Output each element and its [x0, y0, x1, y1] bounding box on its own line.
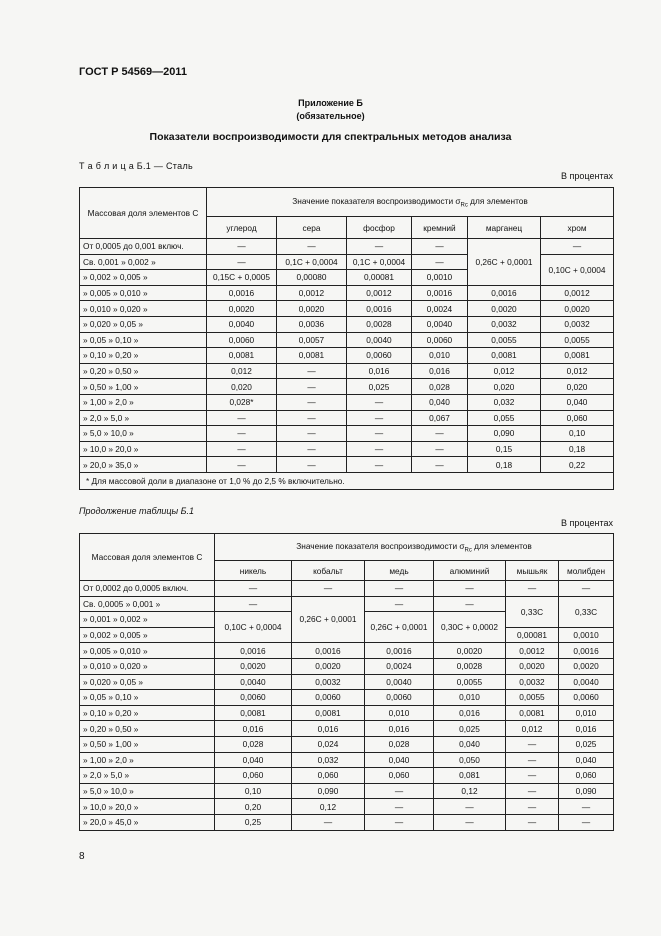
table-cell: 0,055: [468, 410, 541, 426]
table-row: [80, 690, 614, 706]
table-cell: —: [506, 581, 559, 597]
table-cell: —: [347, 410, 412, 426]
table-cell: 0,028: [365, 736, 434, 752]
table-cell: 0,012: [541, 363, 614, 379]
table-cell: 0,040: [434, 736, 506, 752]
table-row: [80, 472, 614, 489]
table-cell: 0,067: [412, 410, 468, 426]
table-cell: 0,0012: [347, 285, 412, 301]
table-cell: 0,025: [559, 736, 614, 752]
table-cell: 0,060: [559, 768, 614, 784]
range-label: » 2,0 » 5,0 »: [80, 768, 215, 784]
table-row: [80, 721, 614, 737]
table-cell: —: [365, 596, 434, 612]
table2-caption: Продолжение таблицы Б.1: [79, 506, 195, 516]
table-cell: 0,0020: [559, 658, 614, 674]
annex-title: Приложение Б: [298, 98, 363, 108]
table-row: [80, 596, 614, 612]
table-row: [80, 581, 614, 597]
table-cell: 0,040: [559, 752, 614, 768]
table-row: [80, 674, 614, 690]
table-cell: 0,090: [559, 783, 614, 799]
table-cell: —: [215, 596, 292, 612]
table-cell: —: [434, 596, 506, 612]
table-cell: 0,020: [541, 379, 614, 395]
table-cell: —: [365, 783, 434, 799]
table-row: [80, 643, 614, 659]
table-cell: 0,0016: [365, 643, 434, 659]
table-row: [80, 363, 614, 379]
table-cell: 0,010: [365, 705, 434, 721]
range-label: » 20,0 » 45,0 »: [80, 814, 215, 830]
table-cell: 0,016: [412, 363, 468, 379]
table-cell: 0,025: [347, 379, 412, 395]
table-row: [80, 457, 614, 473]
range-label: » 0,50 » 1,00 »: [80, 379, 207, 395]
table-cell: —: [207, 254, 277, 270]
table-cell: 0,0040: [365, 674, 434, 690]
range-label: » 0,001 » 0,002 »: [80, 612, 215, 628]
table-cell: —: [347, 239, 412, 255]
table-cell: 0,020: [207, 379, 277, 395]
merged-cell: 0,33C: [506, 596, 559, 627]
table-cell: —: [506, 768, 559, 784]
range-label: От 0,0005 до 0,001 включ.: [80, 239, 207, 255]
table-cell: —: [412, 254, 468, 270]
table-row: [80, 285, 614, 301]
table-cell: 0,032: [468, 394, 541, 410]
table-footnote: * Для массовой доли в диапазоне от 1,0 % до 2,5 % включительно.: [80, 472, 614, 489]
table-cell: 0,020: [468, 379, 541, 395]
table-cell: 0,040: [365, 752, 434, 768]
range-label: » 0,010 » 0,020 »: [80, 301, 207, 317]
merged-cell: 0,10C + 0,0004: [215, 612, 292, 643]
element-header: кремний: [412, 217, 468, 239]
table-row: [80, 239, 614, 255]
table-cell: 0,012: [506, 721, 559, 737]
table-cell: 0,010: [412, 348, 468, 364]
table-cell: 0,0036: [277, 316, 347, 332]
column-group-header: Значение показателя воспроизводимости $\sigma_{Rc}$ для элементов: [215, 534, 614, 561]
table-row: [80, 814, 614, 830]
table-cell: 0,0055: [506, 690, 559, 706]
table-cell: 0,025: [434, 721, 506, 737]
table-cell: 0,0012: [506, 643, 559, 659]
element-header: углерод: [207, 217, 277, 239]
column-header: Массовая доля элементов С: [80, 534, 215, 581]
table-cell: 0,00081: [506, 627, 559, 643]
table-cell: 0,0040: [215, 674, 292, 690]
element-header: медь: [365, 561, 434, 581]
range-label: » 0,005 » 0,010 »: [80, 643, 215, 659]
page-number: 8: [79, 851, 85, 862]
table-cell: 0,010: [434, 690, 506, 706]
table-cell: —: [207, 410, 277, 426]
table-cell: 0,0060: [365, 690, 434, 706]
table-cell: 0,00081: [347, 270, 412, 286]
table-cell: 0,0081: [541, 348, 614, 364]
table-cell: —: [559, 581, 614, 597]
range-label: » 2,0 » 5,0 »: [80, 410, 207, 426]
table-row: [80, 332, 614, 348]
table-cell: 0,016: [215, 721, 292, 737]
element-header: фосфор: [347, 217, 412, 239]
table-cell: 0,0060: [347, 348, 412, 364]
element-header: хром: [541, 217, 614, 239]
table-cell: 0,18: [541, 441, 614, 457]
table-cell: 0,016: [292, 721, 365, 737]
table-cell: 0,1C + 0,0004: [347, 254, 412, 270]
table-cell: 0,00080: [277, 270, 347, 286]
table-cell: —: [277, 426, 347, 442]
merged-cell: 0,10C + 0,0004: [541, 254, 614, 285]
element-header: алюминий: [434, 561, 506, 581]
element-header: сера: [277, 217, 347, 239]
table-cell: 0,0055: [468, 332, 541, 348]
table-cell: —: [277, 363, 347, 379]
table-cell: —: [434, 581, 506, 597]
table-cell: 0,0060: [412, 332, 468, 348]
column-header: Массовая доля элементов С: [80, 188, 207, 239]
table-cell: 0,0060: [207, 332, 277, 348]
range-label: » 5,0 » 10,0 »: [80, 426, 207, 442]
merged-cell: 0,26C + 0,0001: [468, 239, 541, 286]
element-header: молибден: [559, 561, 614, 581]
table-cell: —: [412, 239, 468, 255]
table-cell: 0,0081: [506, 705, 559, 721]
table-cell: 0,012: [207, 363, 277, 379]
table-cell: —: [412, 457, 468, 473]
table-cell: 0,050: [434, 752, 506, 768]
table-cell: 0,0032: [468, 316, 541, 332]
table-cell: —: [412, 426, 468, 442]
table-cell: 0,0032: [506, 674, 559, 690]
table-cell: —: [347, 394, 412, 410]
table-cell: —: [277, 239, 347, 255]
table-cell: 0,016: [347, 363, 412, 379]
table-cell: 0,0032: [292, 674, 365, 690]
range-label: » 20,0 » 35,0 »: [80, 457, 207, 473]
table-cell: —: [347, 426, 412, 442]
element-header: мышьяк: [506, 561, 559, 581]
table-continued: [79, 533, 614, 831]
range-label: Св. 0,0005 » 0,001 »: [80, 596, 215, 612]
table-cell: 0,0020: [207, 301, 277, 317]
table-cell: 0,0020: [468, 301, 541, 317]
table-cell: 0,0016: [215, 643, 292, 659]
table-cell: 0,0024: [412, 301, 468, 317]
table-cell: 0,060: [541, 410, 614, 426]
table-cell: —: [215, 581, 292, 597]
range-label: » 10,0 » 20,0 »: [80, 441, 207, 457]
table-cell: 0,0057: [277, 332, 347, 348]
table-row: [80, 783, 614, 799]
table-row: [80, 301, 614, 317]
table-cell: 0,0040: [347, 332, 412, 348]
table-cell: —: [365, 799, 434, 815]
table-cell: 0,0060: [559, 690, 614, 706]
table-cell: 0,0016: [559, 643, 614, 659]
range-label: » 0,20 » 0,50 »: [80, 363, 207, 379]
table-cell: —: [365, 581, 434, 597]
table-row: [80, 799, 614, 815]
table-cell: 0,0040: [412, 316, 468, 332]
table-cell: 0,0010: [559, 627, 614, 643]
table-cell: 0,0081: [215, 705, 292, 721]
table-cell: —: [277, 441, 347, 457]
table-row: [80, 410, 614, 426]
table-cell: 0,15C + 0,0005: [207, 270, 277, 286]
element-header: кобальт: [292, 561, 365, 581]
document-code: ГОСТ Р 54569—2011: [79, 66, 187, 78]
range-label: » 0,20 » 0,50 »: [80, 721, 215, 737]
range-label: » 0,05 » 0,10 »: [80, 332, 207, 348]
table-cell: 0,0028: [347, 316, 412, 332]
table-cell: 0,0024: [365, 658, 434, 674]
table-cell: 0,0055: [541, 332, 614, 348]
range-label: » 0,002 » 0,005 »: [80, 270, 207, 286]
table-cell: 0,060: [365, 768, 434, 784]
range-label: » 0,020 » 0,05 »: [80, 316, 207, 332]
table-cell: —: [506, 752, 559, 768]
table-cell: 0,0016: [292, 643, 365, 659]
table-row: [80, 348, 614, 364]
table-cell: 0,0010: [412, 270, 468, 286]
table-cell: 0,032: [292, 752, 365, 768]
range-label: » 5,0 » 10,0 »: [80, 783, 215, 799]
table-cell: —: [292, 581, 365, 597]
table-cell: 0,024: [292, 736, 365, 752]
range-label: » 0,10 » 0,20 »: [80, 348, 207, 364]
table-cell: 0,040: [541, 394, 614, 410]
range-label: » 0,05 » 0,10 »: [80, 690, 215, 706]
table-cell: 0,0081: [207, 348, 277, 364]
table-cell: 0,0081: [468, 348, 541, 364]
table-row: [80, 379, 614, 395]
table-cell: 0,1C + 0,0004: [277, 254, 347, 270]
table-cell: 0,060: [292, 768, 365, 784]
table-cell: —: [292, 814, 365, 830]
table-cell: 0,0020: [434, 643, 506, 659]
table-cell: 0,22: [541, 457, 614, 473]
table-cell: 0,0020: [292, 658, 365, 674]
annex-status: (обязательное): [296, 111, 365, 121]
table-cell: —: [559, 814, 614, 830]
table-cell: 0,0020: [215, 658, 292, 674]
table-cell: 0,20: [215, 799, 292, 815]
table-cell: 0,0016: [347, 301, 412, 317]
table-row: [80, 658, 614, 674]
page-title: Показатели воспроизводимости для спектральных методов анализа: [149, 131, 512, 143]
table-cell: —: [347, 441, 412, 457]
table-cell: 0,0020: [541, 301, 614, 317]
table-cell: 0,0016: [468, 285, 541, 301]
range-label: » 0,50 » 1,00 »: [80, 736, 215, 752]
table-cell: 0,15: [468, 441, 541, 457]
table-cell: 0,010: [559, 705, 614, 721]
table-cell: 0,028: [215, 736, 292, 752]
table-cell: —: [365, 814, 434, 830]
table-cell: 0,0016: [412, 285, 468, 301]
table-cell: —: [434, 799, 506, 815]
table-cell: 0,0020: [506, 658, 559, 674]
table-cell: —: [541, 239, 614, 255]
table-cell: —: [277, 410, 347, 426]
table-row: [80, 768, 614, 784]
range-label: » 0,020 » 0,05 »: [80, 674, 215, 690]
column-group-header: Значение показателя воспроизводимости $\sigma_{Rc}$ для элементов: [207, 188, 614, 217]
table-cell: 0,028: [412, 379, 468, 395]
range-label: » 0,10 » 0,20 »: [80, 705, 215, 721]
range-label: » 1,00 » 2,0 »: [80, 394, 207, 410]
table-cell: 0,18: [468, 457, 541, 473]
element-header: никель: [215, 561, 292, 581]
table-cell: —: [207, 457, 277, 473]
table-cell: 0,12: [434, 783, 506, 799]
table-cell: —: [207, 441, 277, 457]
table-cell: 0,016: [434, 705, 506, 721]
table-cell: —: [506, 799, 559, 815]
table-cell: 0,0020: [277, 301, 347, 317]
table-cell: 0,081: [434, 768, 506, 784]
range-label: » 0,002 » 0,005 »: [80, 627, 215, 643]
table-cell: 0,028*: [207, 394, 277, 410]
table-cell: —: [506, 783, 559, 799]
table-row: [80, 426, 614, 442]
table-cell: 0,0040: [559, 674, 614, 690]
table-row: [80, 705, 614, 721]
table-row: [80, 394, 614, 410]
table-row: [80, 188, 614, 217]
table-cell: 0,0040: [207, 316, 277, 332]
table-cell: —: [277, 457, 347, 473]
merged-cell: 0,26C + 0,0001: [292, 596, 365, 643]
annex-heading: [0, 97, 661, 123]
table-cell: 0,016: [365, 721, 434, 737]
range-label: От 0,0002 до 0,0005 включ.: [80, 581, 215, 597]
table-cell: 0,0060: [292, 690, 365, 706]
table-cell: 0,060: [215, 768, 292, 784]
table-cell: 0,0060: [215, 690, 292, 706]
table-row: [80, 316, 614, 332]
table-cell: —: [207, 426, 277, 442]
element-header: марганец: [468, 217, 541, 239]
range-label: Св. 0,001 » 0,002 »: [80, 254, 207, 270]
range-label: » 0,005 » 0,010 »: [80, 285, 207, 301]
table-cell: 0,040: [215, 752, 292, 768]
table-cell: 0,0028: [434, 658, 506, 674]
table-cell: 0,0032: [541, 316, 614, 332]
table-cell: 0,0081: [277, 348, 347, 364]
table-cell: —: [347, 457, 412, 473]
table2-unit: В процентах: [561, 518, 613, 528]
table-cell: 0,090: [292, 783, 365, 799]
table-cell: 0,12: [292, 799, 365, 815]
merged-cell: 0,33C: [559, 596, 614, 627]
table-steel: [79, 187, 614, 490]
table-cell: 0,090: [468, 426, 541, 442]
table-row: [80, 752, 614, 768]
table1-unit: В процентах: [561, 171, 613, 181]
table1-caption: Т а б л и ц а Б.1 — Сталь: [79, 161, 193, 171]
table-cell: —: [434, 814, 506, 830]
table-cell: 0,25: [215, 814, 292, 830]
range-label: » 10,0 » 20,0 »: [80, 799, 215, 815]
table-cell: —: [207, 239, 277, 255]
table-cell: 0,012: [468, 363, 541, 379]
range-label: » 0,010 » 0,020 »: [80, 658, 215, 674]
table-cell: 0,0081: [292, 705, 365, 721]
table-cell: 0,10: [215, 783, 292, 799]
table-cell: —: [277, 379, 347, 395]
table-cell: 0,0055: [434, 674, 506, 690]
table-cell: 0,040: [412, 394, 468, 410]
table-cell: 0,0012: [277, 285, 347, 301]
table-cell: 0,016: [559, 721, 614, 737]
merged-cell: 0,30C + 0,0002: [434, 612, 506, 643]
table-cell: —: [506, 736, 559, 752]
table-row: [80, 441, 614, 457]
range-label: » 1,00 » 2,0 »: [80, 752, 215, 768]
merged-cell: 0,26C + 0,0001: [365, 612, 434, 643]
table-cell: —: [506, 814, 559, 830]
table-cell: —: [559, 799, 614, 815]
table-cell: 0,0016: [207, 285, 277, 301]
table-row: [80, 534, 614, 561]
table-cell: 0,10: [541, 426, 614, 442]
table-cell: —: [412, 441, 468, 457]
table-row: [80, 736, 614, 752]
table-cell: —: [277, 394, 347, 410]
table-cell: 0,0012: [541, 285, 614, 301]
